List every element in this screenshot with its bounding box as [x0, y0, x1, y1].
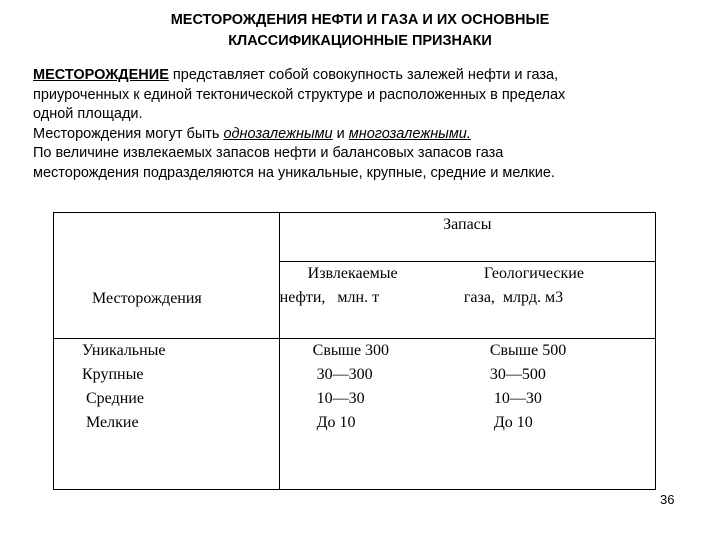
col-gas-header	[464, 262, 656, 339]
term-multi-pool: многозалежными.	[348, 125, 471, 142]
col-gas-header-line-2: газа, млрд. м3	[463, 289, 564, 306]
gas-value: 30—500	[489, 366, 546, 383]
oil-value: До 10	[312, 414, 356, 431]
oil-value: 10—30	[312, 390, 365, 407]
paragraph-line-6: месторождения подразделяются на уникальные, крупные, средние и мелкие.	[33, 164, 555, 181]
reserves-table	[53, 212, 656, 490]
deposit-categories-cell	[54, 339, 280, 490]
category-item: Крупные	[82, 366, 144, 383]
col-oil-header	[279, 262, 464, 339]
page-title	[0, 10, 720, 52]
category-item: Средние	[82, 390, 144, 407]
title-line-2: КЛАССИФИКАЦИОННЫЕ ПРИЗНАКИ	[228, 33, 492, 49]
paragraph-line-1	[33, 66, 703, 86]
col-oil-header-line-1: Извлекаемые	[307, 265, 398, 282]
paragraph-line-3: одной площади.	[33, 106, 143, 122]
definition-paragraph	[33, 66, 703, 183]
term-deposit: МЕСТОРОЖДЕНИЕ	[33, 67, 169, 83]
paragraph-line-4-start: Месторождения могут быть	[33, 125, 224, 142]
oil-value: 30—300	[312, 366, 373, 383]
term-single-pool: однозалежными	[223, 125, 333, 142]
col-deposit-header: Месторождения	[92, 290, 202, 307]
category-item: Уникальные	[82, 342, 166, 359]
oil-value: Свыше 300	[312, 342, 390, 359]
oil-values-cell	[279, 339, 464, 490]
col-oil-header-line-2: нефти, млн. т	[279, 289, 380, 306]
gas-value: 10—30	[489, 390, 542, 407]
title-line-1: МЕСТОРОЖДЕНИЯ НЕФТИ И ГАЗА И ИХ ОСНОВНЫЕ	[170, 12, 550, 28]
table-row-reserves-header	[54, 213, 656, 262]
col-gas-header-line-1: Геологические	[483, 265, 584, 282]
paragraph-line-2: приуроченных к единой тектонической структуре и расположенных в пределах	[33, 86, 566, 103]
header-blank-cell	[54, 213, 280, 339]
reserves-header: Запасы	[279, 213, 655, 262]
paragraph-line-1-rest: представляет собой совокупность залежей нефти и газа,	[168, 67, 559, 83]
gas-value: До 10	[489, 414, 533, 431]
page-number: 36	[660, 492, 675, 507]
paragraph-line-4	[33, 125, 703, 145]
gas-value: Свыше 500	[489, 342, 567, 359]
table-row-data	[54, 339, 656, 490]
gas-values-cell	[464, 339, 656, 490]
paragraph-line-4-and: и	[332, 125, 349, 142]
category-item: Мелкие	[82, 414, 139, 431]
paragraph-line-5: По величине извлекаемых запасов нефти и балансовых запасов газа	[33, 145, 504, 161]
